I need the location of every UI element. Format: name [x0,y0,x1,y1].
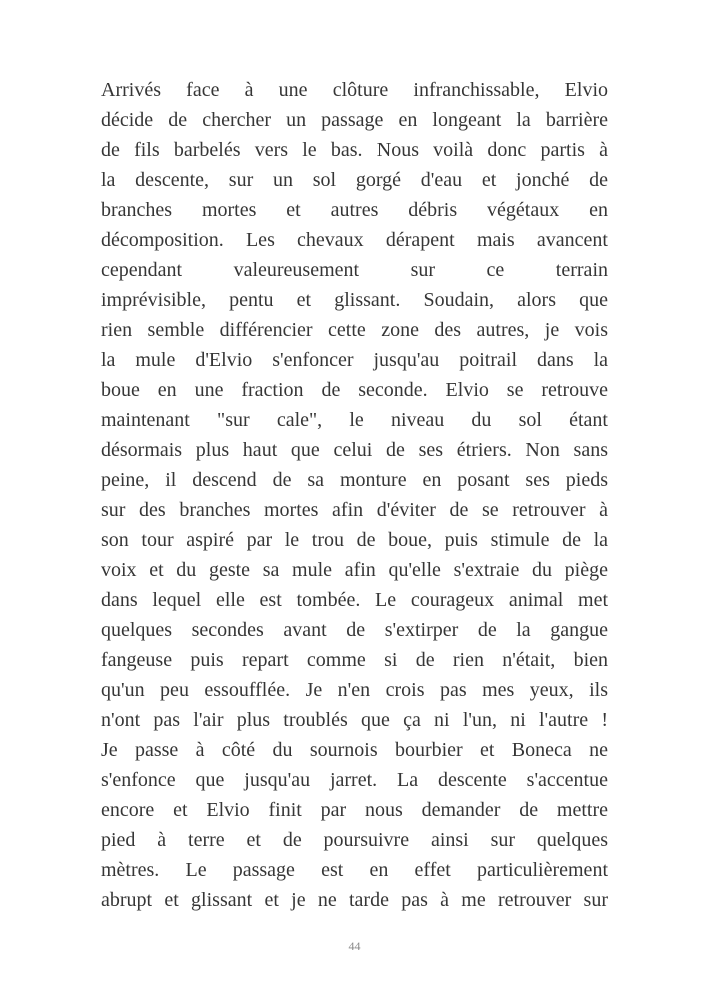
text-line: qu'un peu essoufflée. Je n'en crois pas mes yeux, ils [101,679,608,701]
text-line: son tour aspiré par le trou de boue, puis stimule de la [101,529,608,551]
text-line: pied à terre et de poursuivre ainsi sur quelques [101,829,608,851]
text-line: Arrivés face à une clôture infranchissable, Elvio [101,79,608,101]
text-line: branches mortes et autres débris végétaux en [101,199,608,221]
text-line: Je passe à côté du sournois bourbier et Boneca ne [101,739,608,761]
text-line: peine, il descend de sa monture en posant ses pieds [101,469,608,491]
text-line: voix et du geste sa mule afin qu'elle s'extraie du piège [101,559,608,581]
text-line: décide de chercher un passage en longeant la barrière [101,109,608,131]
paragraph [101,75,608,915]
text-line: abrupt et glissant et je ne tarde pas à me retrouver sur [101,889,608,911]
text-line: maintenant "sur cale", le niveau du sol étant [101,409,608,431]
text-line: rien semble différencier cette zone des autres, je vois [101,319,608,341]
text-line: s'enfonce que jusqu'au jarret. La descente s'accentue [101,769,608,791]
text-line: fangeuse puis repart comme si de rien n'était, bien [101,649,608,671]
text-line: encore et Elvio finit par nous demander de mettre [101,799,608,821]
text-line: décomposition. Les chevaux dérapent mais avancent [101,229,608,251]
text-line: la mule d'Elvio s'enfoncer jusqu'au poitrail dans la [101,349,608,371]
text-line: sur des branches mortes afin d'éviter de se retrouver à [101,499,608,521]
text-line: imprévisible, pentu et glissant. Soudain, alors que [101,289,608,311]
text-line: boue en une fraction de seconde. Elvio se retrouve [101,379,608,401]
text-line: la descente, sur un sol gorgé d'eau et jonché de [101,169,608,191]
text-line: dans lequel elle est tombée. Le courageux animal met [101,589,608,611]
text-line: désormais plus haut que celui de ses étriers. Non sans [101,439,608,461]
text-line: n'ont pas l'air plus troublés que ça ni l'un, ni l'autre ! [101,709,608,731]
text-line: quelques secondes avant de s'extirper de la gangue [101,619,608,641]
text-line: de fils barbelés vers le bas. Nous voilà donc partis à [101,139,608,161]
page-number: 44 [348,939,361,953]
text-line: cependant valeureusement sur ce terrain [101,259,608,281]
text-line: mètres. Le passage est en effet particulièrement [101,859,608,881]
